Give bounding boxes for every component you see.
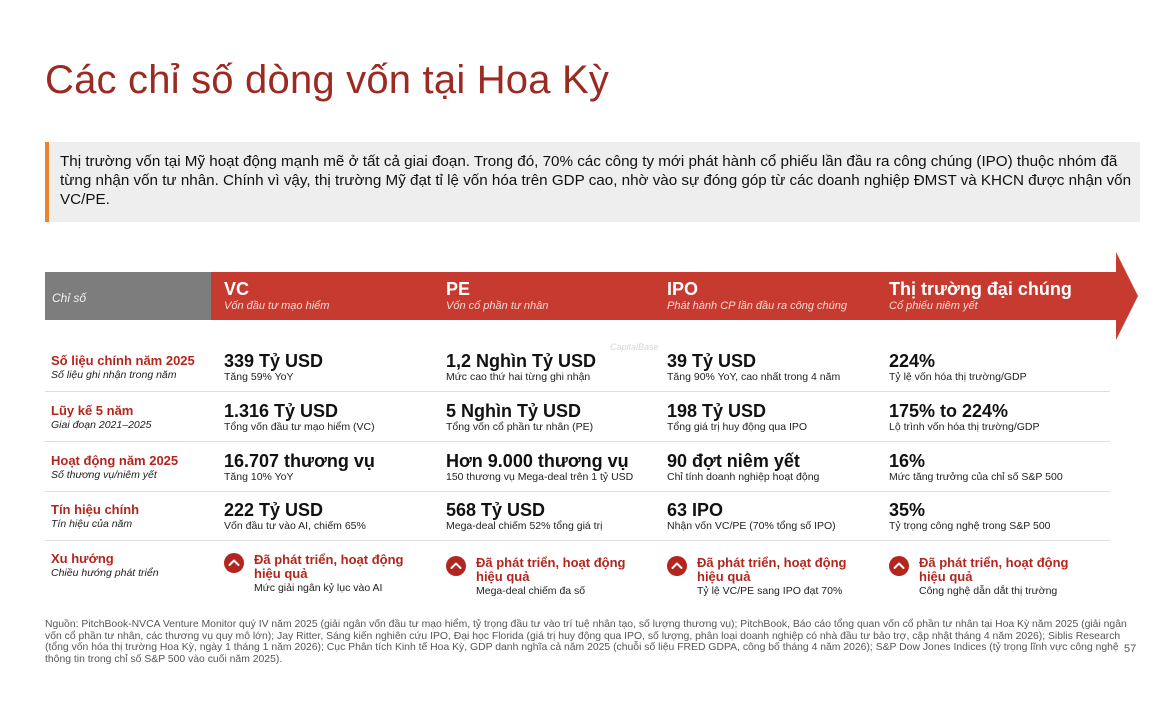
row-divider [45, 491, 1110, 492]
trend-cell-public-market [889, 556, 1099, 600]
row-label-key-signals [51, 502, 139, 530]
cell-value: 222 Tỷ USD [224, 500, 324, 520]
source-footnote: Nguồn: PitchBook-NVCA Venture Monitor quý IV năm 2025 (giải ngân vốn đầu tư mạo hiểm, tỷ trọng đầu tư vào trí tuệ nhân tạo, số lượng thương vụ); PitchBook, Báo cáo tổng quan vốn cổ phần tư nhân tại Hoa Kỳ năm 2025 (giải ngân vốn cổ phần tư nhân, các thương vụ quy mô lớn); Jay Ritter, Sáng kiến nghiên cứu IPO, Đại học Florida (giá trị huy động qua IPO, số lượng, phân loại doanh nghiệp có nhà đầu tư bảo trợ, cập nhật tháng 4 năm 2026); Siblis Research (tổng vốn hóa thị trường Hoa Kỳ, ngày 1 tháng 1 năm 2026); Cục Phân tích Kinh tế Hoa Kỳ, GDP danh nghĩa cả năm 2025 (chuỗi số liệu FRED GDPA, công bố tháng 4 năm 2026); S&P Dow Jones Indices (tỷ trọng lĩnh vực công nghệ thông tin trong chỉ số S&P 500 vào cuối năm 2025). [45, 619, 1127, 665]
cell-value: 5 Nghìn Tỷ USD [446, 401, 582, 421]
table-cell [667, 351, 840, 383]
table-cell [667, 451, 819, 483]
trend-cell-ipo [667, 556, 877, 600]
header-col-subtitle: Vốn cổ phần tư nhân [446, 300, 549, 312]
table-cell [224, 451, 375, 483]
row-label-title: Lũy kế 5 năm [51, 403, 134, 418]
cell-desc: Mega-deal chiếm 52% tổng giá trị [446, 520, 603, 532]
row-divider [45, 441, 1110, 442]
row-divider [45, 391, 1110, 392]
cell-desc: Chỉ tính doanh nghiệp hoạt động [667, 471, 820, 483]
table-cell [446, 401, 593, 433]
summary-callout [45, 142, 1140, 222]
cell-value: 568 Tỷ USD [446, 500, 546, 520]
row-label-subtitle: Chiều hướng phát triển [51, 567, 159, 579]
header-col-title: IPO [667, 279, 699, 299]
callout-accent-bar [45, 142, 49, 222]
table-cell [889, 451, 1063, 483]
header-col-title: VC [224, 279, 250, 299]
watermark: CapitalBase [610, 342, 659, 352]
table-cell [667, 401, 807, 433]
row-label-five-year [51, 403, 151, 431]
header-col-vc [224, 279, 329, 313]
table-cell [889, 500, 1051, 532]
row-label-activity [51, 453, 178, 481]
table-cell [224, 351, 323, 383]
trend-note: Mức giải ngân kỷ lục vào AI [254, 582, 383, 594]
row-label-title: Xu hướng [51, 551, 114, 566]
cell-value: 63 IPO [667, 500, 724, 520]
row-label-subtitle: Tín hiệu của năm [51, 518, 133, 530]
cell-value: 198 Tỷ USD [667, 401, 767, 421]
trend-status-line2: hiệu quả [919, 569, 973, 584]
trend-status-line2: hiệu quả [254, 566, 308, 581]
cell-value: 16.707 thương vụ [224, 451, 375, 471]
trend-status-line1: Đã phát triển, hoạt động [476, 555, 626, 570]
trend-status-line1: Đã phát triển, hoạt động [697, 555, 847, 570]
header-col-title: Thị trường đại chúng [889, 279, 1072, 299]
table-cell [889, 401, 1040, 433]
page-title: Các chỉ số dòng vốn tại Hoa Kỳ [45, 58, 610, 102]
trend-status-line1: Đã phát triển, hoạt động [919, 555, 1069, 570]
header-col-subtitle: Phát hành CP lần đầu ra công chúng [667, 300, 848, 312]
cell-desc: Tổng vốn cổ phần tư nhân (PE) [446, 421, 594, 433]
cell-desc: Mức cao thứ hai từng ghi nhận [446, 371, 591, 383]
row-label-subtitle: Số thương vụ/niêm yết [51, 469, 157, 481]
trend-status-line2: hiệu quả [697, 569, 751, 584]
cell-value: 175% to 224% [889, 401, 1009, 421]
cell-desc: Tổng vốn đầu tư mạo hiểm (VC) [224, 421, 375, 433]
cell-desc: Tỷ trọng công nghệ trong S&P 500 [889, 520, 1051, 532]
trend-status-line1: Đã phát triển, hoạt động [254, 552, 404, 567]
trend-note: Mega-deal chiếm đa số [476, 585, 586, 597]
cell-desc: Tăng 90% YoY, cao nhất trong 4 năm [667, 371, 841, 383]
trend-status-line2: hiệu quả [476, 569, 530, 584]
cell-value: 16% [889, 451, 926, 471]
header-col-public-market [889, 279, 1072, 313]
table-cell [224, 401, 375, 433]
table-cell [446, 451, 633, 483]
cell-value: 1,2 Nghìn Tỷ USD [446, 351, 597, 371]
row-label-key-figures [51, 353, 195, 381]
trend-cell-vc [224, 553, 434, 597]
table-cell [667, 500, 836, 532]
page-number: 57 [1124, 643, 1137, 655]
cell-value: 1.316 Tỷ USD [224, 401, 339, 421]
header-col-title: PE [446, 279, 471, 299]
cell-value: 35% [889, 500, 926, 520]
row-label-title: Số liệu chính năm 2025 [51, 353, 195, 368]
cell-desc: 150 thương vụ Mega-deal trên 1 tỷ USD [446, 471, 634, 483]
cell-desc: Tăng 10% YoY [224, 471, 294, 483]
cell-desc: Vốn đầu tư vào AI, chiếm 65% [224, 520, 366, 532]
row-divider [45, 540, 1110, 541]
row-label-title: Tín hiệu chính [51, 502, 140, 517]
header-col-pe [446, 279, 548, 313]
header-col-ipo [667, 279, 847, 313]
cell-desc: Tăng 59% YoY [224, 371, 294, 383]
chevron-up-circle-icon [667, 556, 687, 576]
cell-value: 39 Tỷ USD [667, 351, 757, 371]
row-label-trend [51, 551, 159, 579]
cell-value: Hơn 9.000 thương vụ [446, 451, 629, 471]
chevron-up-circle-icon [446, 556, 466, 576]
trend-note: Tỷ lệ VC/PE sang IPO đạt 70% [697, 585, 843, 597]
header-label-cell [45, 272, 211, 320]
chevron-up-circle-icon [889, 556, 909, 576]
cell-desc: Tổng giá trị huy động qua IPO [667, 421, 808, 433]
table-cell [224, 500, 366, 532]
cell-value: 224% [889, 351, 936, 371]
callout-text: Thị trường vốn tại Mỹ hoạt động mạnh mẽ ở tất cả giai đoạn. Trong đó, 70% các công ty mới phát hành cổ phiếu lần đầu ra công chúng (IPO) thuộc nhóm đã từng nhận vốn tư nhân. Chính vì vậy, thị trường Mỹ đạt tỉ lệ vốn hóa trên GDP cao, nhờ vào sự đóng góp từ các doanh nghiệp ĐMST và KHCN được nhận vốn VC/PE. [60, 153, 1132, 208]
chevron-up-circle-icon [224, 553, 244, 573]
cell-desc: Lộ trình vốn hóa thị trường/GDP [889, 421, 1040, 433]
cell-desc: Mức tăng trưởng của chỉ số S&P 500 [889, 471, 1063, 483]
header-label: Chỉ số [52, 291, 87, 305]
header-col-subtitle: Vốn đầu tư mạo hiểm [224, 300, 330, 312]
table-cell [446, 500, 602, 532]
trend-cell-pe [446, 556, 656, 600]
table-cell [889, 351, 1027, 383]
row-label-title: Hoạt động năm 2025 [51, 453, 179, 468]
row-label-subtitle: Số liệu ghi nhận trong năm [51, 369, 177, 381]
cell-value: 339 Tỷ USD [224, 351, 324, 371]
row-label-subtitle: Giai đoạn 2021–2025 [51, 419, 152, 431]
trend-note: Công nghệ dẫn dắt thị trường [919, 585, 1058, 597]
cell-desc: Nhận vốn VC/PE (70% tổng số IPO) [667, 520, 836, 532]
table-cell [446, 351, 596, 383]
cell-value: 90 đợt niêm yết [667, 451, 800, 471]
cell-desc: Tỷ lệ vốn hóa thị trường/GDP [889, 371, 1027, 383]
header-col-subtitle: Cổ phiếu niêm yết [889, 300, 978, 312]
